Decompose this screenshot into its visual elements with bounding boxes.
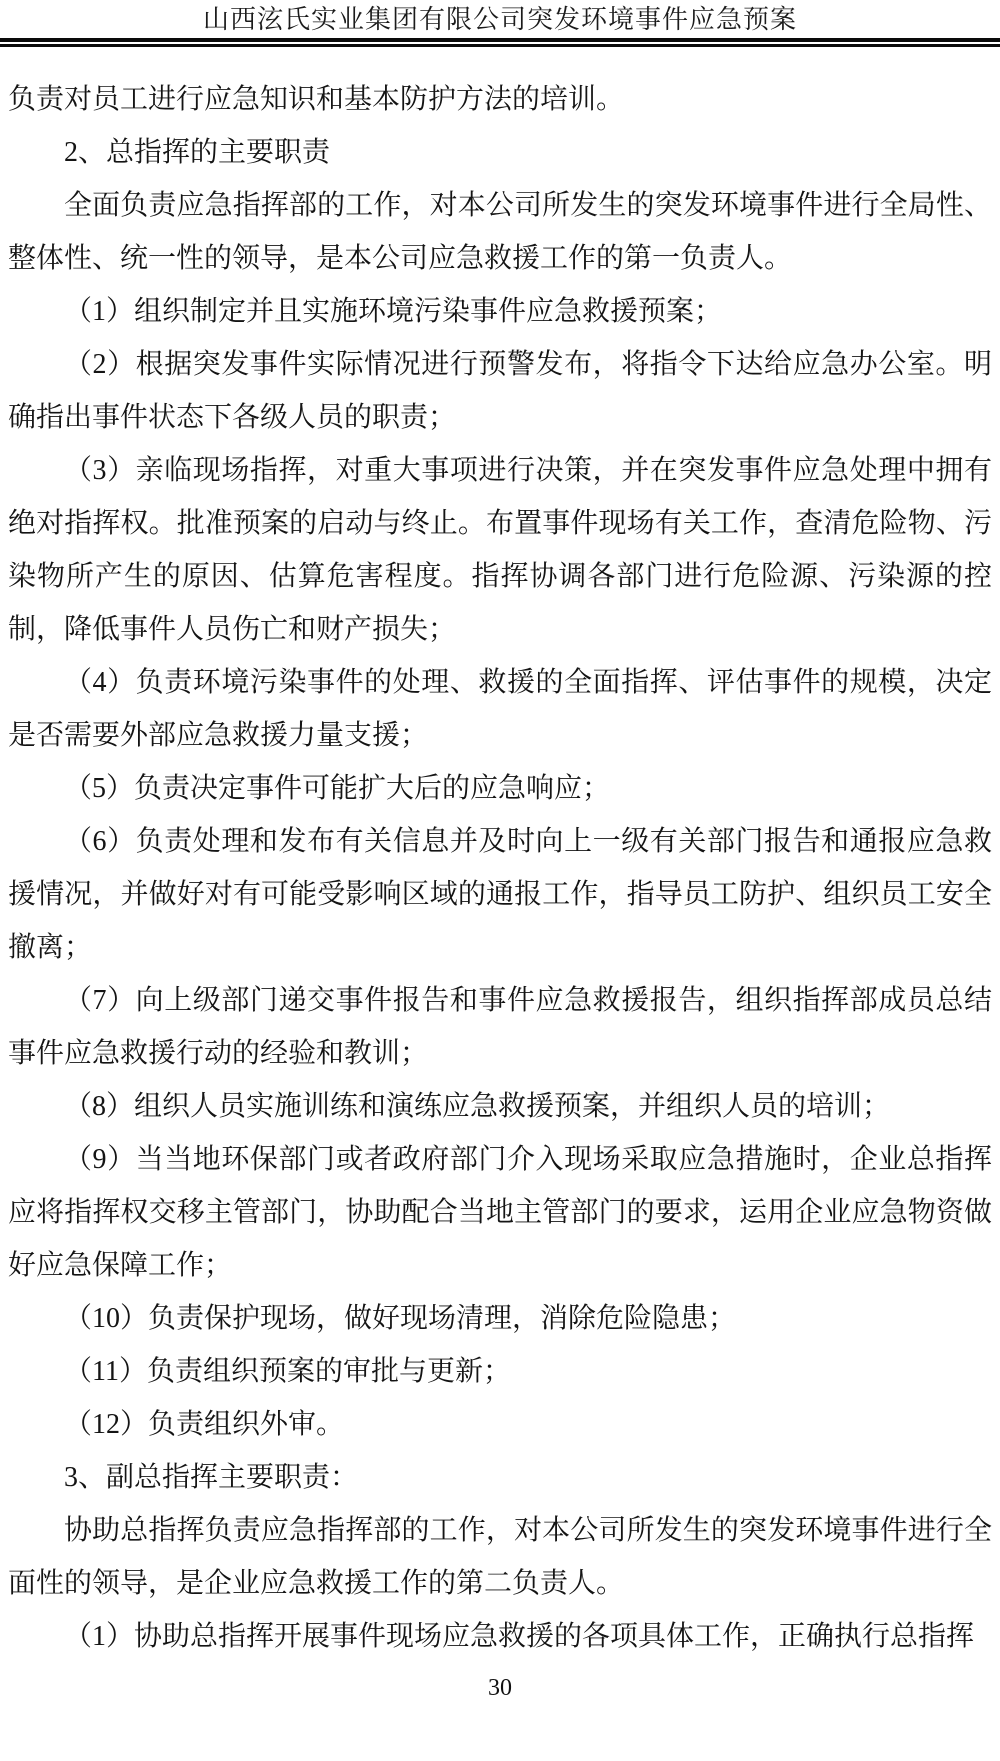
paragraph: （8）组织人员实施训练和演练应急救援预案，并组织人员的培训；	[64, 1091, 891, 1122]
page-footer	[0, 1673, 1000, 1703]
header-double-rule	[0, 38, 1000, 47]
document-body	[0, 47, 1000, 1663]
paragraph: （1）协助总指挥开展事件现场应急救援的各项具体工作，正确执行总指挥	[64, 1621, 975, 1652]
paragraph: 3、副总指挥主要职责：	[64, 1462, 359, 1493]
paragraph: 全面负责应急指挥部的工作，对本公司所发生的突发环境事件进行全局性、整体性、统一性的领导，是本公司应急救援工作的第一负责人。	[8, 190, 992, 274]
paragraph: （12）负责组织外审。	[64, 1409, 345, 1440]
paragraph: 负责对员工进行应急知识和基本防护方法的培训。	[8, 84, 625, 115]
paragraph: （2）根据突发事件实际情况进行预警发布，将指令下达给应急办公室。明确指出事件状态下各级人员的职责；	[8, 349, 992, 433]
paragraph: （3）亲临现场指挥，对重大事项进行决策，并在突发事件应急处理中拥有绝对指挥权。批准预案的启动与终止。布置事件现场有关工作，查清危险物、污染物所产生的原因、估算危害程度。指挥协调各部门进行危险源、污染源的控制，降低事件人员伤亡和财产损失；	[8, 455, 992, 645]
document-header-title: 山西泫氏实业集团有限公司突发环境事件应急预案	[202, 5, 797, 34]
page-number: 30	[488, 1675, 512, 1701]
paragraph: 2、总指挥的主要职责	[64, 137, 331, 168]
paragraph: 协助总指挥负责应急指挥部的工作，对本公司所发生的突发环境事件进行全面性的领导，是企业应急救援工作的第二负责人。	[8, 1515, 992, 1599]
page-header	[0, 0, 1000, 47]
paragraph: （5）负责决定事件可能扩大后的应急响应；	[64, 773, 611, 804]
paragraph: （7）向上级部门递交事件报告和事件应急救援报告，组织指挥部成员总结事件应急救援行动的经验和教训；	[8, 985, 992, 1069]
paragraph: （10）负责保护现场，做好现场清理，消除危险隐患；	[64, 1303, 737, 1334]
paragraph: （1）组织制定并且实施环境污染事件应急救援预案；	[64, 296, 723, 327]
paragraph: （11）负责组织预案的审批与更新；	[64, 1356, 511, 1387]
paragraph: （6）负责处理和发布有关信息并及时向上一级有关部门报告和通报应急救援情况，并做好对有可能受影响区域的通报工作，指导员工防护、组织员工安全撤离；	[8, 826, 992, 963]
paragraph: （9）当当地环保部门或者政府部门介入现场采取应急措施时，企业总指挥应将指挥权交移主管部门，协助配合当地主管部门的要求，运用企业应急物资做好应急保障工作；	[8, 1144, 992, 1281]
paragraph: （4）负责环境污染事件的处理、救援的全面指挥、评估事件的规模，决定是否需要外部应急救援力量支援；	[8, 667, 992, 751]
